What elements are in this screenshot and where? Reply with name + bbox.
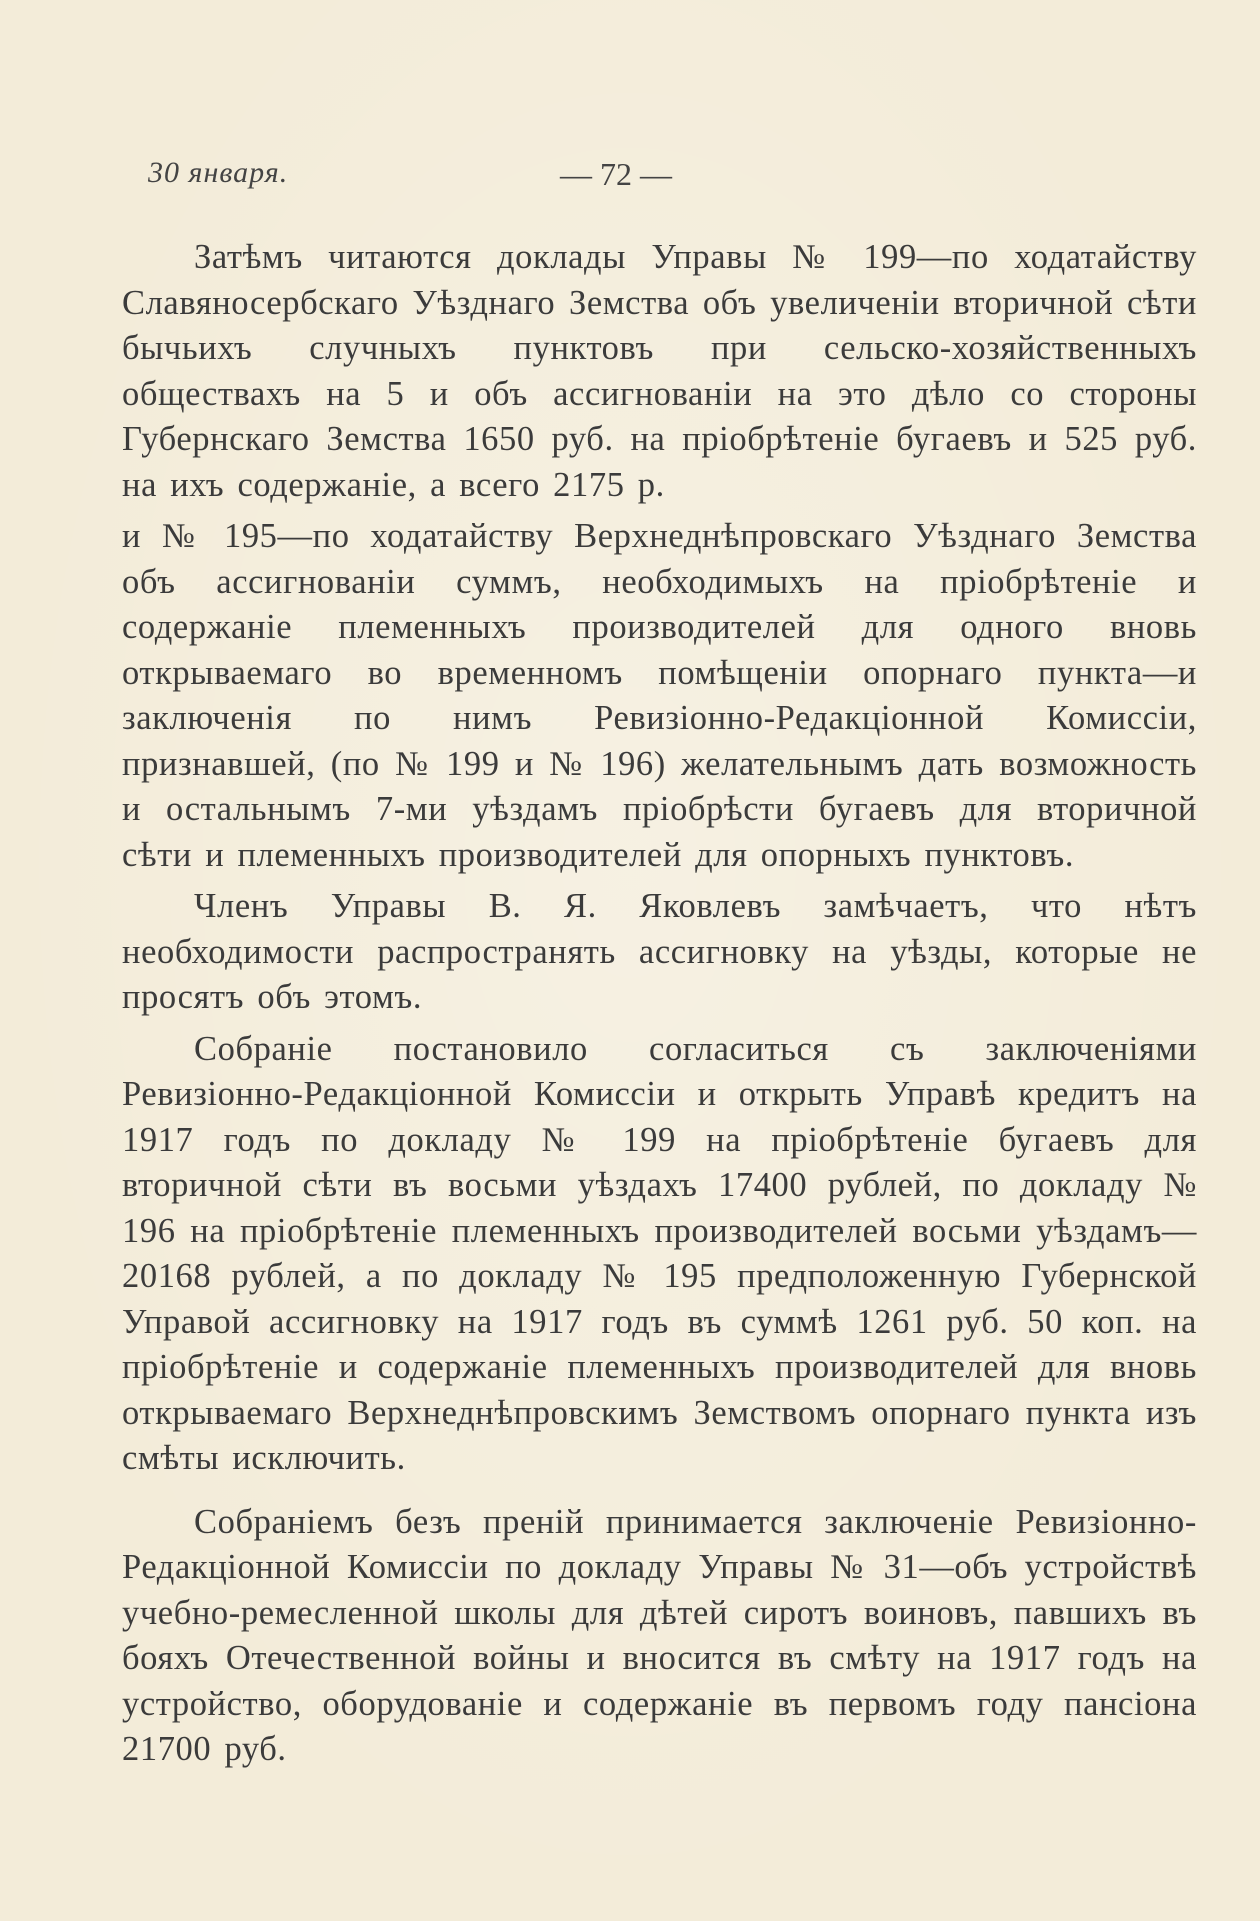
page-header — [140, 156, 1180, 206]
paragraph-school: Собраніемъ безъ преній принимается заключеніе Ревизіонно-Редакціонной Комиссіи по докладу Управы № 31—объ устройствѣ учебно-ремесленной школы для дѣтей сиротъ воиновъ, павшихъ въ бояхъ Отечественной войны и вносится въ смѣту на 1917 годъ на устройство, оборудованіе и содержаніе въ первомъ году пансіона 21700 руб. — [122, 1502, 1197, 1768]
paragraph-reports: Затѣмъ читаются доклады Управы № 199—по ходатайству Славяносербскаго Уѣзднаго Земства объ увеличеніи вторичной сѣти бычьихъ случныхъ пунктовъ при сельско-хозяйственныхъ обществахъ на 5 и объ ассигнованіи на это дѣло со стороны Губернскаго Земства 1650 руб. на пріобрѣтеніе бугаевъ и 525 руб. на ихъ содержаніе, а всего 2175 р. — [122, 238, 1197, 504]
paragraph-resolution: Собраніе постановило согласиться съ заключеніями Ревизіонно-Редакціонной Комиссіи и открыть Управѣ кредитъ на 1917 годъ по докладу № 199 на пріобрѣтеніе бугаевъ для вторичной сѣти въ восьми уѣздахъ 17400 рублей, по докладу № 196 на пріобрѣтеніе племенныхъ производителей восьми уѣздамъ—20168 рублей, а по докладу № 195 предположенную Губернской Управой ассигновку на 1917 годъ въ суммѣ 1261 руб. 50 коп. на пріобрѣтеніе и содержаніе племенныхъ производителей для вновь открываемаго Верхнеднѣпровскимъ Земствомъ опорнаго пункта изъ смѣты исключить. — [122, 1029, 1197, 1477]
header-date: 30 января. — [148, 156, 289, 189]
paragraph-report-195: и № 195—по ходатайству Верхнеднѣпровскаго Уѣзднаго Земства объ ассигнованіи суммъ, необходимыхъ на пріобрѣтеніе и содержаніе племенныхъ производителей для одного вновь открываемаго во временномъ помѣщеніи опорнаго пункта—и заключенія по нимъ Ревизіонно-Редакціонной Комиссіи, признавшей, (по № 199 и № 196) желательнымъ дать возможность и остальнымъ 7-ми уѣздамъ пріобрѣсти бугаевъ для вторичной сѣти и племенныхъ производителей для опорныхъ пунктовъ. — [122, 517, 1197, 874]
page-number: — 72 — — [560, 156, 672, 192]
paragraph-yakovlev: Членъ Управы В. Я. Яковлевъ замѣчаетъ, что нѣтъ необходимости распространять ассигновку на уѣзды, которые не просятъ объ этомъ. — [122, 887, 1197, 1016]
body-text — [122, 235, 1197, 1773]
